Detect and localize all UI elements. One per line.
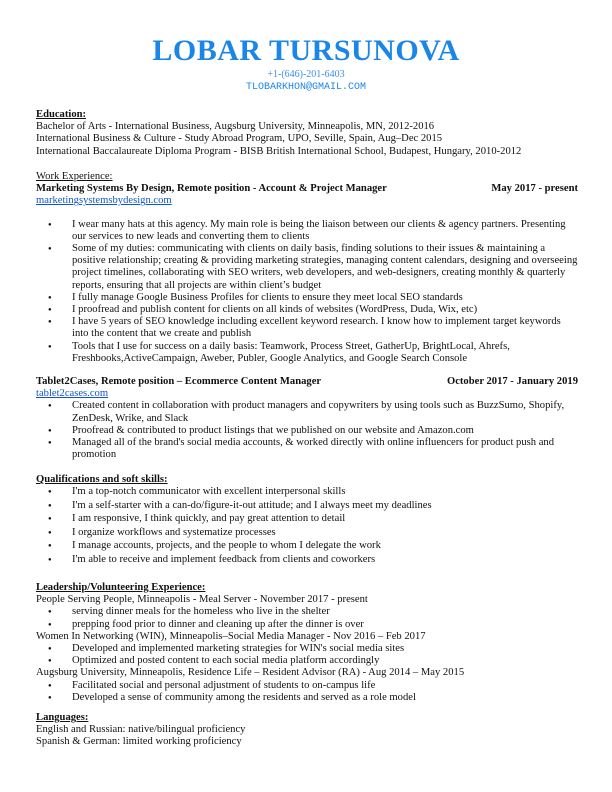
- job-header: [36, 183, 578, 195]
- resume-name: LOBAR TURSUNOVA: [152, 34, 460, 67]
- phone-number: +1-(646)-201-6403: [267, 69, 345, 80]
- education-heading: Education:: [36, 109, 87, 120]
- leadership-heading: Leadership/Volunteering Experience:: [36, 582, 206, 593]
- qualification-bullets: [36, 486, 578, 566]
- languages-section: [36, 712, 578, 749]
- bullet-item: ● I fully manage Google Business Profiles for clients to ensure they meet local SEO standards: [72, 292, 578, 304]
- education-section: [36, 109, 578, 158]
- bullet-item: ● serving dinner meals for the homeless who live in the shelter: [72, 606, 578, 618]
- leadership-bullets: [36, 680, 578, 704]
- job-title: Marketing Systems By Design, Remote position - Account & Project Manager: [36, 183, 387, 195]
- language-line: English and Russian: native/bilingual proficiency: [36, 724, 246, 736]
- bullet-item: ● I'm a self-starter with a can-do/figure-it-out attitude; and I always meet my deadlines: [72, 500, 578, 512]
- qualifications-section: [36, 474, 578, 567]
- job-2-section: [36, 376, 578, 461]
- bullet-item: ● Some of my duties: communicating with clients on daily basis, finding solutions to their issues & maintaining a positive relationship; creating & providing marketing strategies, managing content calendars, designing and overseeing project timelines, collaborating with SEO writers, web developers, and web-designers, creating monthly & quarterly reports, ensuring that all projects are within client’s budget: [72, 243, 578, 292]
- bullet-item: ● prepping food prior to dinner and cleaning up after the dinner is over: [72, 619, 578, 631]
- job-link[interactable]: tablet2cases.com: [36, 388, 109, 400]
- bullet-item: ● Created content in collaboration with product managers and copywriters by using tools such as BuzzSumo, Shopify, ZenDesk, Wrike, and Slack: [72, 400, 578, 424]
- job-header: [36, 376, 578, 388]
- bullet-item: ● I manage accounts, projects, and the people to whom I delegate the work: [72, 540, 578, 552]
- bullet-item: ● I have 5 years of SEO knowledge including excellent keyword research. I know how to implement target keywords into the content that we create and publish: [72, 316, 578, 340]
- bullet-item: ● I'm able to receive and implement feedback from clients and coworkers: [72, 554, 578, 566]
- bullet-item: ● I proofread and publish content for clients on all kinds of websites (WordPress, Duda, Wix, etc): [72, 304, 578, 316]
- languages-heading: Languages:: [36, 712, 89, 723]
- job-dates: May 2017 - present: [491, 183, 578, 195]
- job-bullets: [36, 400, 578, 461]
- leadership-bullets: [36, 643, 578, 667]
- leadership-bullets: [36, 606, 578, 630]
- leadership-entry-title: Women In Networking (WIN), Minneapolis–Social Media Manager - Nov 2016 – Feb 2017: [36, 630, 426, 642]
- bullet-item: ● Optimized and posted content to each social media platform accordingly: [72, 655, 578, 667]
- leadership-entry-title: Augsburg University, Minneapolis, Residence Life – Resident Advisor (RA) - Aug 2014 – May 2015: [36, 667, 465, 679]
- bullet-item: ● I'm a top-notch communicator with excellent interpersonal skills: [72, 486, 578, 498]
- education-line: International Baccalaureate Diploma Program - BISB British International School, Budapest, Hungary, 2010-2012: [36, 145, 522, 157]
- job-bullets: [36, 219, 578, 365]
- bullet-item: ● I organize workflows and systematize processes: [72, 527, 578, 539]
- bullet-item: ● Facilitated social and personal adjustment of students to on-campus life: [72, 680, 578, 692]
- bullet-item: ● Tools that I use for success on a daily basis: Teamwork, Process Street, GatherUp, BrightLocal, Ahrefs, Freshbooks,ActiveCampaign, Aweber, Publer, Google Analytics, and Google Search Console: [72, 341, 578, 365]
- job-dates: October 2017 - January 2019: [446, 376, 578, 387]
- job-link[interactable]: marketingsystemsbydesign.com: [36, 195, 172, 207]
- qualifications-heading: Qualifications and soft skills:: [36, 474, 168, 485]
- work-heading: Work Experience:: [36, 171, 113, 182]
- bullet-item: ● I wear many hats at this agency. My main role is being the liaison between our clients & agency partners. Presenting our services to new leads and converting them to clients: [72, 219, 578, 243]
- bullet-item: ● Proofread & contributed to product listings that we published on our website and Amazon.com: [72, 425, 578, 437]
- leadership-section: [36, 582, 578, 704]
- bullet-item: ● I am responsive, I think quickly, and pay great attention to detail: [72, 513, 578, 525]
- job-title: Tablet2Cases, Remote position – Ecommerce Content Manager: [36, 376, 322, 387]
- leadership-entry-title: People Serving People, Minneapolis - Meal Server - November 2017 - present: [36, 594, 368, 606]
- bullet-item: ● Developed and implemented marketing strategies for WIN's social media sites: [72, 643, 578, 655]
- education-line: Bachelor of Arts - International Business, Augsburg University, Minneapolis, MN, 2012-2016: [36, 121, 435, 133]
- bullet-item: ● Developed a sense of community among the residents and served as a role model: [72, 692, 578, 704]
- education-line: International Business & Culture - Study Abroad Program, UPO, Seville, Spain, Aug–Dec 2015: [36, 133, 443, 145]
- bullet-item: ● Managed all of the brand's social media accounts, & worked directly with online influencers for product push and promotion: [72, 437, 578, 461]
- email-address[interactable]: TLOBARKHON@GMAIL.COM: [245, 82, 367, 93]
- work-section: [36, 171, 578, 365]
- language-line: Spanish & German: limited working proficiency: [36, 736, 242, 748]
